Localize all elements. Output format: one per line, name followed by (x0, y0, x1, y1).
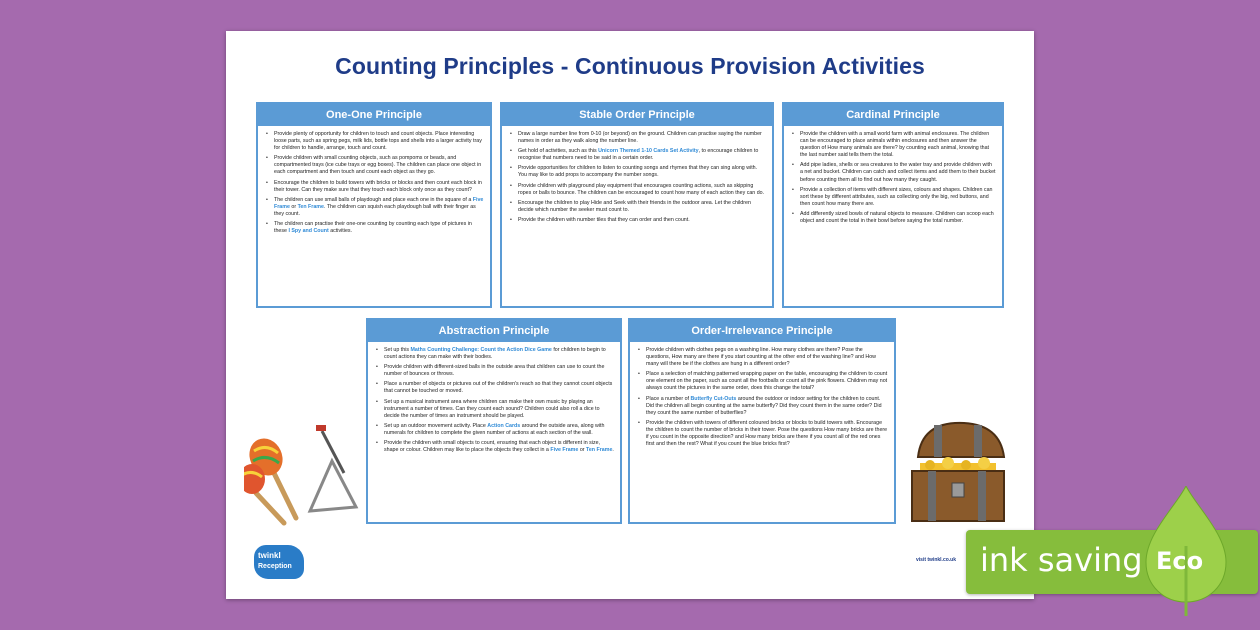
activity-item: • Provide the children with towers of different coloured bricks or blocks to build towers with. Encourage the children to count the number of bricks in their tower. Pose the questions How many bricks are there if you count in the opposite direction? and How many bricks are there if you count all of the red ones first and then the rest? What if you count the blue bricks first? (646, 420, 888, 448)
activity-item: • Add differently sized bowls of natural objects to measure. Children can scoop each object and count the total in their bowl before saying the total number. (800, 211, 996, 225)
stable-order-principle-box (500, 102, 774, 308)
resource-link[interactable]: Ten Frame (297, 203, 324, 210)
resource-link[interactable]: Maths Counting Challenge: Count the Action Dice Game (410, 347, 552, 353)
box-heading: Order-Irrelevance Principle (630, 320, 894, 342)
box-heading: Abstraction Principle (368, 320, 620, 342)
activity-item: • Provide opportunities for children to listen to counting songs and rhymes that they can sing along with. You may like to add props to accompany the number songs. (518, 165, 766, 179)
footer-url: visit twinkl.co.uk (916, 557, 957, 563)
eco-label: Eco (1156, 547, 1204, 575)
activity-item: • Place a selection of matching patterned wrapping paper on the table, encouraging the children to count one element on the paper, such as count all the footballs or count all the pink flowers. Children may not always count the pictures in the same order, does this change the total? (646, 371, 888, 392)
resource-link[interactable]: I Spy and Count (288, 228, 329, 235)
activity-item: • Set up this Maths Counting Challenge: Count the Action Dice Game for children to begin to count actions they can make with their bodies. (384, 347, 614, 361)
resource-link[interactable]: Ten Frame (586, 447, 613, 454)
activity-item: • Encourage the children to build towers with bricks or blocks and then count each block in their tower. Can they make sure that they touch each block only once as they count? (274, 180, 484, 194)
activity-item: • The children can use small balls of playdough and place each one in the square of a Five Frame or Ten Frame. The children can squish each playdough ball with their finger as they count. (274, 197, 484, 218)
activity-item: • Provide the children with number tiles that they can order and then count. (518, 217, 766, 224)
activity-list (384, 347, 614, 454)
logo-subtext: Reception (258, 563, 292, 570)
activity-item: • Provide plenty of opportunity for children to touch and count objects. Place interesting loose parts, such as spring pegs, milk lids, bottle tops and shells into a larger activity tray for children to handle, arrange, touch and count. (274, 131, 484, 152)
triangle-icon (310, 425, 356, 511)
treasure-chest-icon (912, 423, 1004, 521)
activity-item: • Provide a collection of items with different sizes, colours and shapes. Children can sort these by different attributes, such as collecting only the big, red buttons, and then count how many there are. (800, 187, 996, 208)
activity-item: • Set up an outdoor movement activity. Place Action Cards around the outside area, along with numerals for children to complete the given number of actions at each section of the wall. (384, 423, 614, 437)
twinkl-logo (254, 545, 304, 579)
ink-saving-label: ink saving (980, 541, 1143, 579)
worksheet-page (226, 31, 1034, 599)
logo-text: twinkl (258, 551, 281, 560)
resource-link[interactable]: Unicorn Themed 1-10 Cards Set Activity (598, 148, 699, 155)
activity-item: • Provide children with playground play equipment that encourages counting actions, such as skipping ropes or balls to bounce. The children can be encouraged to count how many of each action they can do. (518, 183, 766, 197)
activity-item: • Set up a musical instrument area where children can make their own music by playing an instrument a number of times. Can they count each sound? Children could also roll a dice to decide the number of times an instrument should be played. (384, 399, 614, 420)
box-heading: One-One Principle (258, 104, 490, 126)
activity-item: • Draw a large number line from 0-10 (or beyond) on the ground. Children can practise saying the number names in order as they walk along the number line. (518, 131, 766, 145)
resource-link[interactable]: Five Frame (274, 196, 484, 210)
activity-list (800, 131, 996, 225)
activity-list (518, 131, 766, 224)
musical-instruments-illustration (244, 423, 364, 533)
activity-item: • Encourage the children to play Hide and Seek with their friends in the outdoor area. Let the children decide which number the seeker must count to. (518, 200, 766, 214)
activity-item: • Provide children with different-sized balls in the outside area that children can use to count the number of bounces or throws. (384, 364, 614, 378)
activity-item: • Provide children with small counting objects, such as pompoms or beads, and compartmented trays (ice cube trays or egg boxes). The children can place one object in each compartment and then touch and count each object as they go. (274, 155, 484, 176)
activity-list (646, 347, 888, 448)
resource-link[interactable]: Butterfly Cut-Outs (690, 395, 737, 402)
abstraction-principle-box (366, 318, 622, 524)
resource-link[interactable]: Five Frame (550, 447, 579, 454)
activity-item: • Place a number of Butterfly Cut-Outs around the outdoor or indoor setting for the children to count. Did the children all begin counting at the same butterfly? Did they count them in the same order? Did they count the same number of butterflies? (646, 396, 888, 417)
activity-item: • Provide children with clothes pegs on a washing line. How many clothes are there? Pose the questions, How many are there if you start counting at the other end of the washing line? and How many will there be if the clothes are hung in a different order? (646, 347, 888, 368)
activity-item: • Provide the children with small objects to count, ensuring that each object is different in size, shape or colour. Children may like to place the objects they collect in a Five Frame or Ten Frame. (384, 440, 614, 454)
activity-item: • Provide the children with a small world farm with animal enclosures. The children can be encouraged to place animals within enclosures and then answer the question of How many animals are there? by counting each animal, knowing that the last number said tells them the total. (800, 131, 996, 159)
activity-item: • Place a number of objects or pictures out of the children's reach so that they cannot count objects that cannot be touched or moved. (384, 381, 614, 395)
box-heading: Stable Order Principle (502, 104, 772, 126)
box-heading: Cardinal Principle (784, 104, 1002, 126)
page-title: Counting Principles - Continuous Provision Activities (335, 53, 925, 79)
activity-list (274, 131, 484, 235)
cardinal-principle-box (782, 102, 1004, 308)
resource-link[interactable]: Action Cards (487, 422, 521, 429)
maracas-icon (244, 433, 296, 523)
order-irrelevance-principle-box (628, 318, 896, 524)
treasure-chest-illustration (904, 417, 1014, 529)
one-one-principle-box (256, 102, 492, 308)
activity-item: • Get hold of activities, such as this Unicorn Themed 1-10 Cards Set Activity, to encourage children to recognise that numbers need to be said in a certain order. (518, 148, 766, 162)
activity-item: • Add pipe ladies, shells or sea creatures to the water tray and provide children with a net and bucket. Children can catch and collect items and add them to their bucket before counting them all to find out how many they caught. (800, 162, 996, 183)
activity-item: • The children can practise their one-one counting by counting each type of pictures in these I Spy and Count activities. (274, 221, 484, 235)
